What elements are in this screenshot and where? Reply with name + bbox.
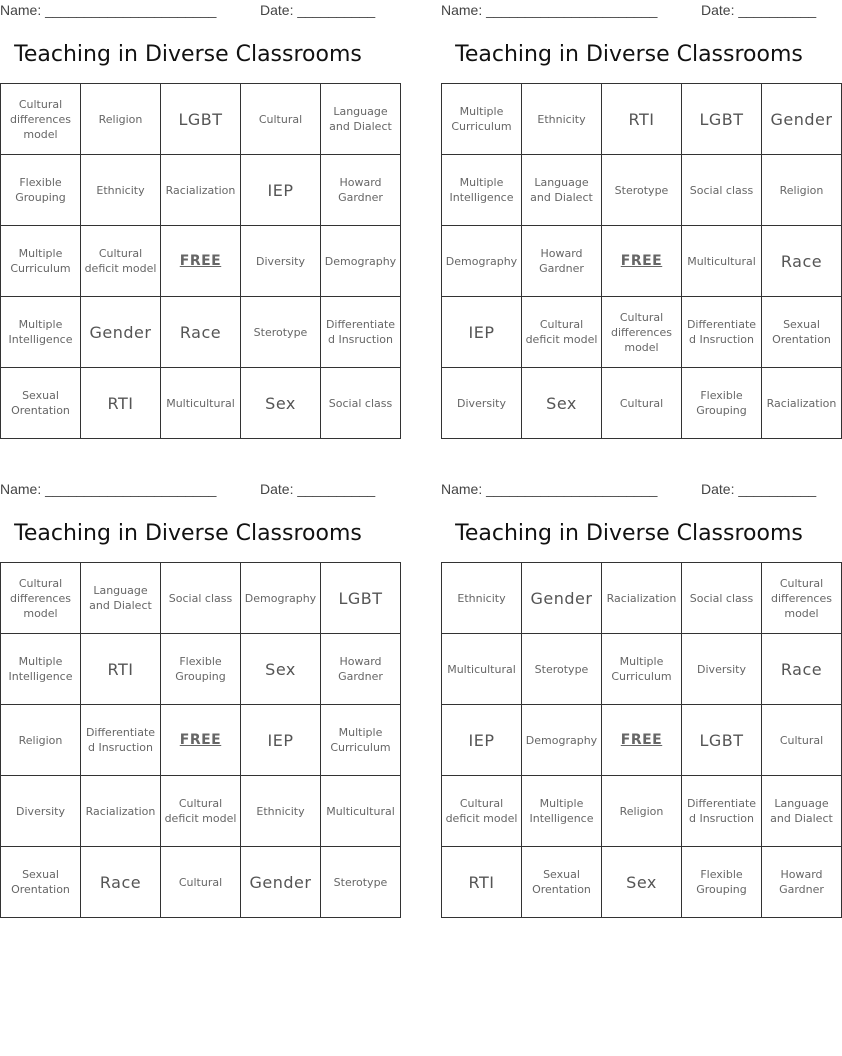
bingo-cell: Cultural differences model: [602, 297, 682, 368]
bingo-cell: Race: [762, 634, 842, 705]
bingo-grid: [0, 562, 401, 918]
bingo-cell: Language and Dialect: [81, 563, 161, 634]
bingo-cell: Cultural differences model: [762, 563, 842, 634]
bingo-cell: Demography: [321, 226, 401, 297]
bingo-cell: Multiple Intelligence: [522, 776, 602, 847]
bingo-cell: Ethnicity: [442, 563, 522, 634]
bingo-grid: [441, 562, 842, 918]
free-space-cell: FREE: [602, 705, 682, 776]
bingo-cell: Differentiated Insruction: [321, 297, 401, 368]
bingo-cell: Religion: [602, 776, 682, 847]
grid-row: [442, 226, 842, 297]
bingo-cell: Sexual Orentation: [1, 847, 81, 918]
grid-row: [1, 226, 401, 297]
card-title: Teaching in Diverse Classrooms: [455, 42, 803, 67]
bingo-cell: IEP: [442, 297, 522, 368]
date-field-label: Date: __________: [260, 481, 376, 497]
grid-row: [1, 368, 401, 439]
bingo-cell: Gender: [522, 563, 602, 634]
free-space-cell: FREE: [161, 226, 241, 297]
card-title: Teaching in Diverse Classrooms: [14, 42, 362, 67]
bingo-cell: Multiple Intelligence: [1, 634, 81, 705]
bingo-cell: Sterotype: [321, 847, 401, 918]
grid-row: [1, 84, 401, 155]
free-space-cell: FREE: [602, 226, 682, 297]
bingo-cell: Differentiated Insruction: [682, 776, 762, 847]
bingo-cell: Social class: [321, 368, 401, 439]
header-line: [0, 481, 376, 499]
header-line: [441, 2, 817, 20]
bingo-cell: Multiple Intelligence: [442, 155, 522, 226]
bingo-cell: Differentiated Insruction: [682, 297, 762, 368]
bingo-cell: Sterotype: [241, 297, 321, 368]
bingo-cell: Racialization: [762, 368, 842, 439]
bingo-cell: Cultural deficit model: [161, 776, 241, 847]
bingo-cell: Demography: [522, 705, 602, 776]
name-field-label: Name: ______________________: [0, 2, 217, 18]
bingo-cell: Multiple Curriculum: [442, 84, 522, 155]
bingo-cell: Racialization: [161, 155, 241, 226]
bingo-cell: Flexible Grouping: [161, 634, 241, 705]
bingo-cell: Sexual Orentation: [522, 847, 602, 918]
bingo-cell: Gender: [241, 847, 321, 918]
bingo-cell: Sex: [241, 634, 321, 705]
bingo-cell: Cultural deficit model: [442, 776, 522, 847]
bingo-cell: Demography: [442, 226, 522, 297]
bingo-cell: Cultural deficit model: [522, 297, 602, 368]
card-title: Teaching in Diverse Classrooms: [455, 521, 803, 546]
bingo-cell: Race: [161, 297, 241, 368]
name-field-label: Name: ______________________: [441, 2, 658, 18]
bingo-cell: IEP: [241, 155, 321, 226]
bingo-cell: LGBT: [161, 84, 241, 155]
bingo-cell: LGBT: [682, 84, 762, 155]
bingo-cell: Cultural: [161, 847, 241, 918]
grid-row: [1, 776, 401, 847]
bingo-cell: Multicultural: [442, 634, 522, 705]
bingo-cell: Social class: [682, 155, 762, 226]
bingo-cell: Language and Dialect: [762, 776, 842, 847]
grid-row: [1, 297, 401, 368]
grid-row: [442, 368, 842, 439]
bingo-grid: [0, 83, 401, 439]
grid-row: [442, 297, 842, 368]
bingo-cell: RTI: [81, 634, 161, 705]
bingo-cell: RTI: [602, 84, 682, 155]
bingo-cell: Cultural: [762, 705, 842, 776]
bingo-cell: Howard Gardner: [762, 847, 842, 918]
bingo-cell: Race: [762, 226, 842, 297]
bingo-cell: Multiple Intelligence: [1, 297, 81, 368]
bingo-cell: Flexible Grouping: [682, 368, 762, 439]
bingo-cell: Differentiated Insruction: [81, 705, 161, 776]
bingo-cell: Multiple Curriculum: [1, 226, 81, 297]
bingo-cell: Language and Dialect: [321, 84, 401, 155]
bingo-cell: LGBT: [682, 705, 762, 776]
bingo-cell: Sterotype: [522, 634, 602, 705]
bingo-cell: Religion: [1, 705, 81, 776]
header-line: [0, 2, 376, 20]
bingo-cell: Multiple Curriculum: [321, 705, 401, 776]
bingo-cell: RTI: [442, 847, 522, 918]
bingo-cell: Cultural differences model: [1, 563, 81, 634]
grid-row: [1, 155, 401, 226]
bingo-cell: Race: [81, 847, 161, 918]
name-field-label: Name: ______________________: [0, 481, 217, 497]
bingo-cell: Language and Dialect: [522, 155, 602, 226]
bingo-cell: Religion: [762, 155, 842, 226]
bingo-cell: Religion: [81, 84, 161, 155]
bingo-cell: Cultural: [602, 368, 682, 439]
date-field-label: Date: __________: [260, 2, 376, 18]
bingo-cell: IEP: [241, 705, 321, 776]
bingo-cell: Racialization: [81, 776, 161, 847]
bingo-cell: Howard Gardner: [522, 226, 602, 297]
bingo-grid: [441, 83, 842, 439]
bingo-cell: Sterotype: [602, 155, 682, 226]
bingo-cell: Multiple Curriculum: [602, 634, 682, 705]
bingo-cell: Howard Gardner: [321, 634, 401, 705]
bingo-cell: Gender: [762, 84, 842, 155]
name-field-label: Name: ______________________: [441, 481, 658, 497]
bingo-cell: Cultural: [241, 84, 321, 155]
bingo-cell: IEP: [442, 705, 522, 776]
bingo-cell: Multicultural: [321, 776, 401, 847]
bingo-cell: Sexual Orentation: [762, 297, 842, 368]
bingo-cell: Diversity: [682, 634, 762, 705]
bingo-cell: Howard Gardner: [321, 155, 401, 226]
grid-row: [1, 563, 401, 634]
bingo-cell: Demography: [241, 563, 321, 634]
bingo-cell: Sex: [602, 847, 682, 918]
grid-row: [442, 705, 842, 776]
date-field-label: Date: __________: [701, 481, 817, 497]
bingo-cell: Sex: [522, 368, 602, 439]
bingo-cell: Cultural differences model: [1, 84, 81, 155]
grid-row: [442, 634, 842, 705]
bingo-cell: Multicultural: [682, 226, 762, 297]
grid-row: [1, 847, 401, 918]
bingo-cell: Sex: [241, 368, 321, 439]
grid-row: [442, 776, 842, 847]
bingo-cell: Ethnicity: [522, 84, 602, 155]
bingo-cell: Cultural deficit model: [81, 226, 161, 297]
bingo-cell: Ethnicity: [241, 776, 321, 847]
bingo-cell: Diversity: [442, 368, 522, 439]
date-field-label: Date: __________: [701, 2, 817, 18]
card-title: Teaching in Diverse Classrooms: [14, 521, 362, 546]
bingo-cell: Flexible Grouping: [682, 847, 762, 918]
bingo-cell: Multicultural: [161, 368, 241, 439]
grid-row: [442, 847, 842, 918]
bingo-cell: Flexible Grouping: [1, 155, 81, 226]
grid-row: [1, 705, 401, 776]
grid-row: [442, 155, 842, 226]
bingo-cell: RTI: [81, 368, 161, 439]
grid-row: [1, 634, 401, 705]
header-line: [441, 481, 817, 499]
bingo-cell: Social class: [161, 563, 241, 634]
bingo-cell: Diversity: [241, 226, 321, 297]
bingo-cell: LGBT: [321, 563, 401, 634]
bingo-cell: Diversity: [1, 776, 81, 847]
bingo-cell: Sexual Orentation: [1, 368, 81, 439]
bingo-cell: Gender: [81, 297, 161, 368]
bingo-cell: Ethnicity: [81, 155, 161, 226]
grid-row: [442, 84, 842, 155]
free-space-cell: FREE: [161, 705, 241, 776]
bingo-cell: Social class: [682, 563, 762, 634]
grid-row: [442, 563, 842, 634]
bingo-cell: Racialization: [602, 563, 682, 634]
